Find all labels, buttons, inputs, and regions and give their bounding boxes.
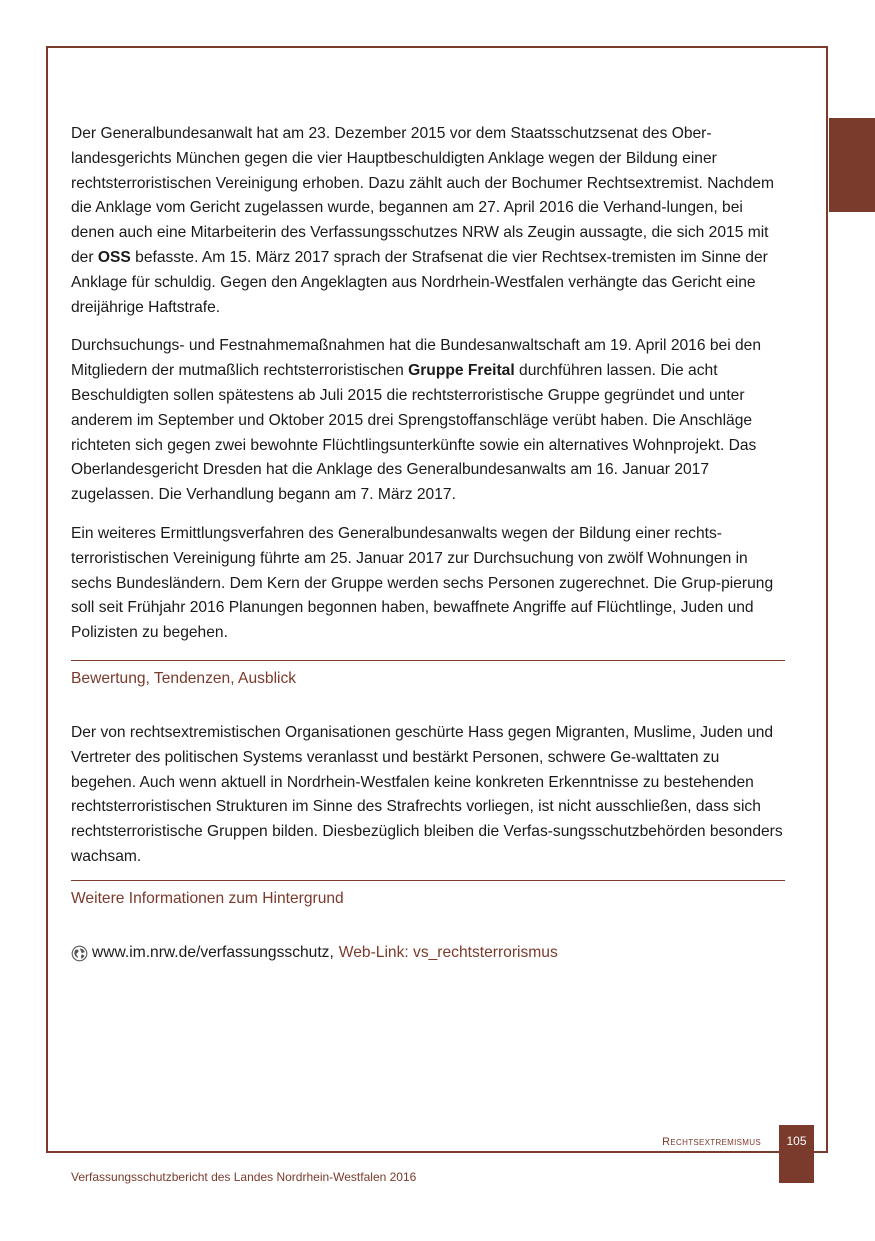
paragraph-gruppe-freital: Durchsuchungs- und Festnahmemaßnahmen hat die Bundesanwaltschaft am 19. April 2016 bei den Mitgliedern der mutmaßlich rechtsterroristischen Gruppe Freital durchführen lassen. Die acht Beschuldigten sollen spätestens ab Juli 2015 die rechtsterroristische Gruppe gegründet und unter anderem im September und Oktober 2015 drei Sprengstoffanschläge verübt haben. Die Anschläge richteten sich gegen zwei bewohnte Flüchtlingsunterkünfte sowie ein alternatives Wohnprojekt. Das Oberlandesgericht Dresden hat die Anklage des Generalbundesanwalts am 16. Januar 2017 zugelassen. Die Verhandlung begann am 7. März 2017. — [71, 337, 762, 504]
section-divider — [71, 880, 785, 881]
paragraph-oss-trial: Der Generalbundesanwalt hat am 23. Dezember 2015 vor dem Staatsschutzsenat des Ober-landesgerichts München gegen die vier Hauptbeschuldigten Anklage wegen der Bildung einer rechtsterroristischen Vereinigung erhoben. Dazu zählt auch der Bochumer Rechtsextremist. Nachdem die Anklage vom Gericht zugelassen wurde, begannen am 27. April 2016 die Verhand-lungen, bei denen auch eine Mitarbeiterin des Verfassungsschutzes NRW als Zeugin aussagte, die sich 2015 mit der OSS befasste. Am 15. März 2017 sprach der Strafsenat die vier Rechtsex-tremisten im Sinne der Anklage für schuldig. Gegen den Angeklagten aus Nordrhein-Westfalen verhängte das Gericht eine dreijährige Haftstrafe. — [71, 125, 774, 316]
section-divider — [71, 660, 785, 661]
chapter-side-tab — [829, 118, 875, 212]
more-info-heading: Weitere Informationen zum Hintergrund — [71, 889, 344, 907]
web-link[interactable]: Web-Link: vs_rechtsterrorismus — [338, 943, 558, 961]
assessment-heading: Bewertung, Tendenzen, Ausblick — [71, 669, 297, 687]
main-content — [71, 122, 785, 966]
web-link-line — [71, 941, 785, 966]
footer-report-title: Verfassungsschutzbericht des Landes Nordrhein-Westfalen 2016 — [71, 1170, 417, 1184]
paragraph-assessment: Der von rechtsextremistischen Organisationen geschürte Hass gegen Migranten, Muslime, Juden und Vertreter des politischen Systems veranlasst und bestärkt Personen, schwere Ge-walttaten zu begehen. Auch wenn aktuell in Nordrhein-Westfalen keine konkreten Erkenntnisse zu bestehenden rechtsterroristischen Strukturen im Sinne des Strafrechts vorliegen, ist nicht ausschließen, dass sich rechtsterroristische Gruppen bilden. Diesbezüglich bleiben die Verfas-sungsschutzbehörden besonders wachsam. — [71, 723, 783, 865]
globe-icon — [71, 945, 88, 962]
url-text: www.im.nrw.de/verfassungsschutz, — [92, 943, 334, 961]
footer-chapter-label: Rechtsextremismus — [662, 1136, 761, 1148]
term-gruppe-freital: Gruppe Freital — [408, 362, 515, 380]
paragraph-further-investigation: Ein weiteres Ermittlungsverfahren des Generalbundesanwalts wegen der Bildung einer rechts-terroristischen Vereinigung führte am 25. Januar 2017 zur Durchsuchung von zwölf Wohnungen in sechs Bundesländern. Dem Kern der Gruppe werden sechs Personen zugerechnet. Die Grup-pierung soll seit Frühjahr 2016 Planungen begonnen haben, bewaffnete Angriffe auf Flüchtlinge, Juden und Polizisten zu begehen. — [71, 524, 774, 642]
term-oss: OSS — [97, 248, 131, 266]
page-number: 105 — [786, 1134, 807, 1148]
